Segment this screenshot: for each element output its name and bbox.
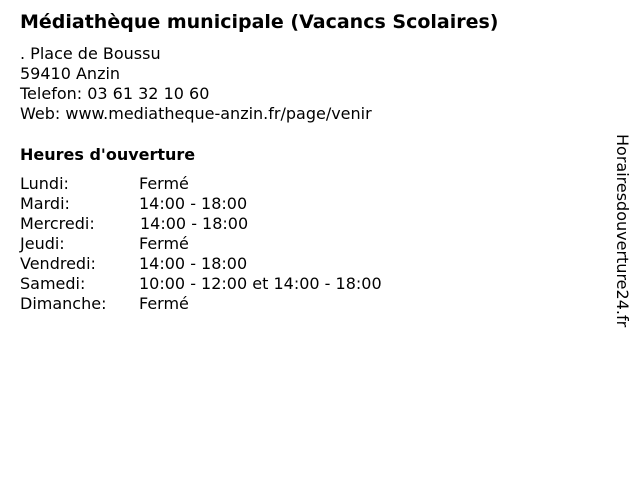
website-url: Web: www.mediatheque-anzin.fr/page/venir bbox=[20, 104, 372, 123]
address-block bbox=[20, 44, 372, 124]
hours-value: 14:00 - 18:00 bbox=[139, 194, 248, 213]
day-label: Jeudi: bbox=[20, 234, 65, 253]
day-label: Vendredi: bbox=[20, 254, 96, 273]
day-label: Samedi: bbox=[20, 274, 86, 293]
hours-value: Fermé bbox=[139, 174, 189, 193]
day-label: Lundi: bbox=[20, 174, 69, 193]
day-label: Dimanche: bbox=[20, 294, 107, 313]
city-postcode: 59410 Anzin bbox=[20, 64, 121, 83]
phone-number: Telefon: 03 61 32 10 60 bbox=[20, 84, 210, 103]
hours-value: Fermé bbox=[139, 294, 189, 313]
hours-value: 14:00 - 18:00 bbox=[139, 254, 248, 273]
page-title: Médiathèque municipale (Vacancs Scolaires) bbox=[20, 11, 499, 33]
day-label: Mardi: bbox=[20, 194, 70, 213]
day-label: Mercredi: bbox=[20, 214, 95, 233]
site-watermark: Horairesdouverture24.fr bbox=[613, 134, 632, 328]
hours-value: 14:00 - 18:00 bbox=[140, 214, 249, 233]
hours-value: 10:00 - 12:00 et 14:00 - 18:00 bbox=[139, 274, 382, 293]
hours-value: Fermé bbox=[139, 234, 189, 253]
hours-heading: Heures d'ouverture bbox=[20, 145, 196, 164]
street-address: . Place de Boussu bbox=[20, 44, 161, 63]
